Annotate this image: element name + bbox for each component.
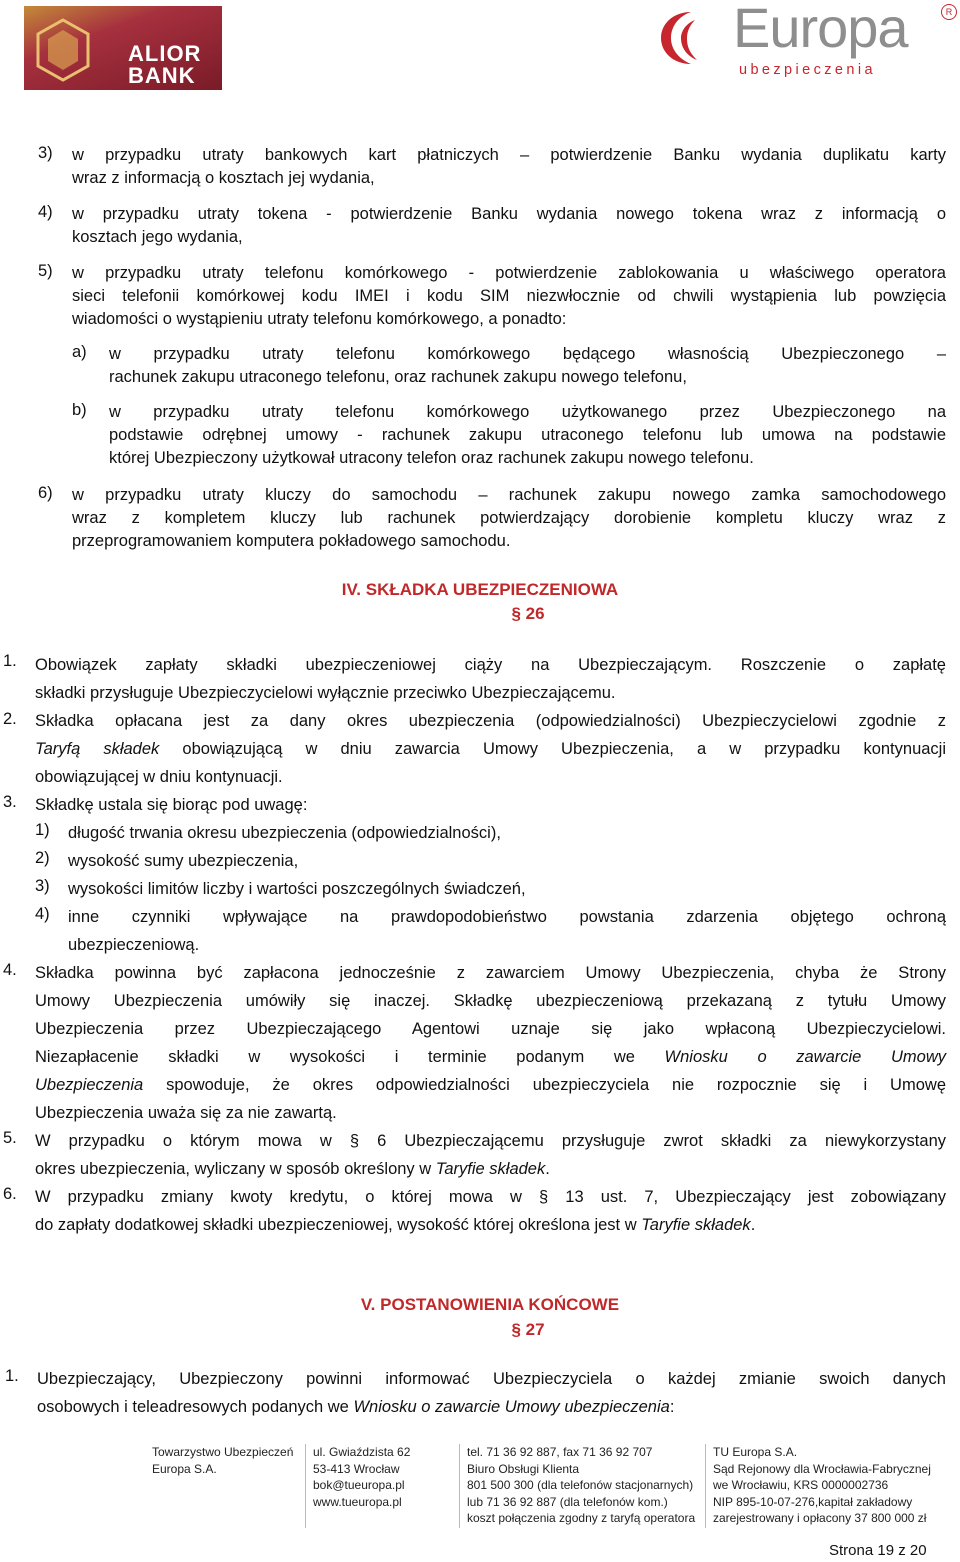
italic-term: Ubezpieczenia [35,1076,144,1094]
list-item-text: ubezpieczeniową. [68,936,200,954]
europa-emblem-icon [655,6,727,68]
footer-address [313,1444,410,1510]
point-text: W przypadku o którym mowa w § 6 Ubezpieczającemu przysługuje zwrot składki za niewykorzystany [35,1132,946,1150]
point-text-end: . [750,1216,756,1234]
list-item-text: przeprogramowaniem komputera pokładowego samochodu. [72,532,511,550]
footer-line: zarejestrowany i opłacony 37 800 000 zł [713,1511,927,1525]
list-number: 4) [35,905,50,923]
registered-mark-icon: R [941,4,957,20]
point-text-start: okres ubezpieczenia, wyliczany w sposób określony w [35,1160,436,1178]
italic-term: Wniosku o zawarcie Umowy [664,1048,946,1066]
point-text: składki przysługuje Ubezpieczycielowi wyłącznie przeciwko Ubezpieczającemu. [35,684,616,702]
europa-logo-text: Europa [733,0,908,59]
point-text-rest: obowiązującą w dniu zawarcia Umowy Ubezpieczenia, a w przypadku kontynuacji [159,740,946,758]
point-text-start: Niezapłacenie składki w wysokości i terminie podanym we [35,1048,665,1066]
point-text [35,1155,946,1183]
footer-divider [705,1444,706,1528]
footer-line: Sąd Rejonowy dla Wrocławia-Fabrycznej [713,1461,931,1476]
point-number: 6. [3,1185,17,1203]
point-text-end: : [669,1398,675,1416]
point-text [35,735,946,763]
list-item-text: inne czynniki wpływające na prawdopodobieństwo powstania zdarzenia objętego ochroną [68,908,946,926]
list-item-text: w przypadku utraty kluczy do samochodu – rachunek zakupu nowego zamka samochodowego [72,486,946,504]
list-item-text: sieci telefonii komórkowej kodu IMEI i kodu SIM niezwłocznie od chwili wystąpienia lub powzięcia [72,287,946,305]
europa-logo [653,2,958,82]
footer-registration [713,1444,931,1527]
list-letter: a) [72,343,87,361]
list-number: 3) [35,877,50,895]
list-item-text: wysokość sumy ubezpieczenia, [68,852,299,870]
point-text-rest: spowoduje, że okres odpowiedzialności ubezpieczyciela nie rozpocznie się i Umowę [143,1076,946,1094]
alior-bank-logo [24,6,222,90]
point-number: 1. [3,652,17,670]
list-number: 5) [38,262,53,280]
footer-line: NIP 895-10-07-276,kapitał zakładowy [713,1494,913,1509]
point-number: 2. [3,710,17,728]
point-text: Obowiązek zapłaty składki ubezpieczeniowej ciąży na Ubezpieczającym. Roszczenie o zapłatę [35,656,946,674]
point-text [35,1071,946,1099]
footer-line: koszt połączenia zgodny z taryfą operatora [467,1511,696,1525]
point-text: W przypadku zmiany kwoty kredytu, o której mowa w § 13 ust. 7, Ubezpieczający jest zobowiązany [35,1188,946,1206]
list-item-text: w przypadku utraty tokena - potwierdzenie Banku wydania nowego tokena wraz z informacją o [72,205,946,223]
footer-email[interactable]: bok@tueuropa.pl [313,1478,405,1492]
point-text-start: do zapłaty dodatkowej składki ubezpieczeniowej, wysokość której określona jest w [35,1216,642,1234]
section-title: V. POSTANOWIENIA KOŃCOWE [360,1295,620,1314]
footer-line: TU Europa S.A. [713,1445,798,1459]
footer-line: Towarzystwo Ubezpieczeń [152,1445,294,1459]
point-text: Ubezpieczenia uważa się za nie zawartą. [35,1104,337,1122]
list-item-text: długość trwania okresu ubezpieczenia (odpowiedzialności), [68,824,501,842]
page-number: Strona 19 z 20 [829,1542,927,1559]
list-number: 4) [38,203,53,221]
point-text: obowiązującej w dniu kontynuacji. [35,768,283,786]
footer-company [152,1444,293,1477]
footer-line: 801 500 300 (dla telefonów stacjonarnych) [467,1478,694,1492]
footer-divider [305,1444,306,1528]
point-number: 1. [5,1367,19,1385]
point-text: Składka powinna być zapłacona jednocześnie z zawarciem Umowy Ubezpieczenia, chyba że Strony [35,964,946,982]
point-number: 4. [3,961,17,979]
point-text: Składkę ustala się biorąc pod uwagę: [35,796,308,814]
europa-logo-subtitle: ubezpieczenia [739,62,876,78]
footer-line: ul. Gwiaździsta 62 [313,1445,411,1459]
footer-line: tel. 71 36 92 887, fax 71 36 92 707 [467,1445,653,1459]
list-item-text: wysokości limitów liczby i wartości poszczególnych świadczeń, [68,880,526,898]
footer-website[interactable]: www.tueuropa.pl [313,1494,402,1509]
list-item-text: podstawie odrębnej umowy - rachunek zakupu utraconego telefonu lub umowa na podstawie [109,426,946,444]
point-text: Umowy Ubezpieczenia umówiły się inaczej. Składkę ubezpieczeniową przekazaną z tytułu Umowy [35,992,946,1010]
italic-term: Taryfie składek [641,1216,751,1234]
point-text [35,1211,946,1239]
point-text-start: osobowych i teleadresowych podanych we [37,1398,354,1416]
footer-line: lub 71 36 92 887 (dla telefonów kom.) [467,1494,668,1509]
italic-term: Taryfie składek [435,1160,546,1178]
point-number: 5. [3,1129,17,1147]
section-title: IV. SKŁADKA UBEZPIECZENIOWA [341,580,619,599]
list-item-text: wiadomości o wystąpieniu utraty telefonu komórkowego, a ponadto: [72,310,567,328]
footer-line: 53-413 Wrocław [313,1461,400,1476]
list-item-text: w przypadku utraty telefonu komórkowego użytkowanego przez Ubezpieczonego na [109,403,946,421]
point-text: Ubezpieczenia przez Ubezpieczającego Agentowi uznaje się jako wpłaconą Ubezpieczycielowi. [35,1020,946,1038]
list-number: 3) [38,144,53,162]
list-item-text: w przypadku utraty bankowych kart płatniczych – potwierdzenie Banku wydania duplikatu karty [72,146,946,164]
footer-line: Europa S.A. [152,1461,217,1476]
list-item-text: rachunek zakupu utraconego telefonu, oraz rachunek zakupu nowego telefonu, [109,368,687,386]
list-item-text: w przypadku utraty telefonu komórkowego będącego własnością Ubezpieczonego – [109,345,946,363]
point-text [35,1043,946,1071]
list-item-text: wraz z kompletem kluczy lub rachunek potwierdzający dorobienie kompletu kluczy wraz z [72,509,946,527]
alior-emblem-icon [32,16,94,84]
paragraph-number: § 26 [511,604,545,623]
footer-line: we Wrocławiu, KRS 0000002736 [713,1478,889,1492]
footer-divider [459,1444,460,1528]
paragraph-number: § 27 [511,1320,545,1339]
italic-term: Taryfą składek [35,740,160,758]
list-item-text: kosztach jego wydania, [72,228,243,246]
italic-term: Wniosku o zawarcie Umowy ubezpieczenia [353,1398,670,1416]
footer-contact [467,1444,695,1527]
point-number: 3. [3,793,17,811]
list-item-text: wraz z informacją o kosztach jej wydania, [72,169,375,187]
list-number: 2) [35,849,50,867]
footer-line: Biuro Obsługi Klienta [467,1461,580,1476]
list-letter: b) [72,401,87,419]
list-item-text: której Ubezpieczony użytkował utracony telefon oraz rachunek zakupu nowego telefonu. [109,449,754,467]
alior-logo-text: ALIOR BANK [128,41,202,88]
point-text-end: . [545,1160,550,1178]
list-number: 1) [35,821,50,839]
list-item-text: w przypadku utraty telefonu komórkowego - potwierdzenie zablokowania u właściwego operatora [72,264,946,282]
point-text: Ubezpieczający, Ubezpieczony powinni informować Ubezpieczyciela o każdej zmianie swoich danych [37,1370,946,1388]
point-text: Składka opłacana jest za dany okres ubezpieczenia (odpowiedzialności) Ubezpieczycielowi zgodnie z [35,712,946,730]
point-text [37,1393,946,1421]
list-number: 6) [38,484,53,502]
